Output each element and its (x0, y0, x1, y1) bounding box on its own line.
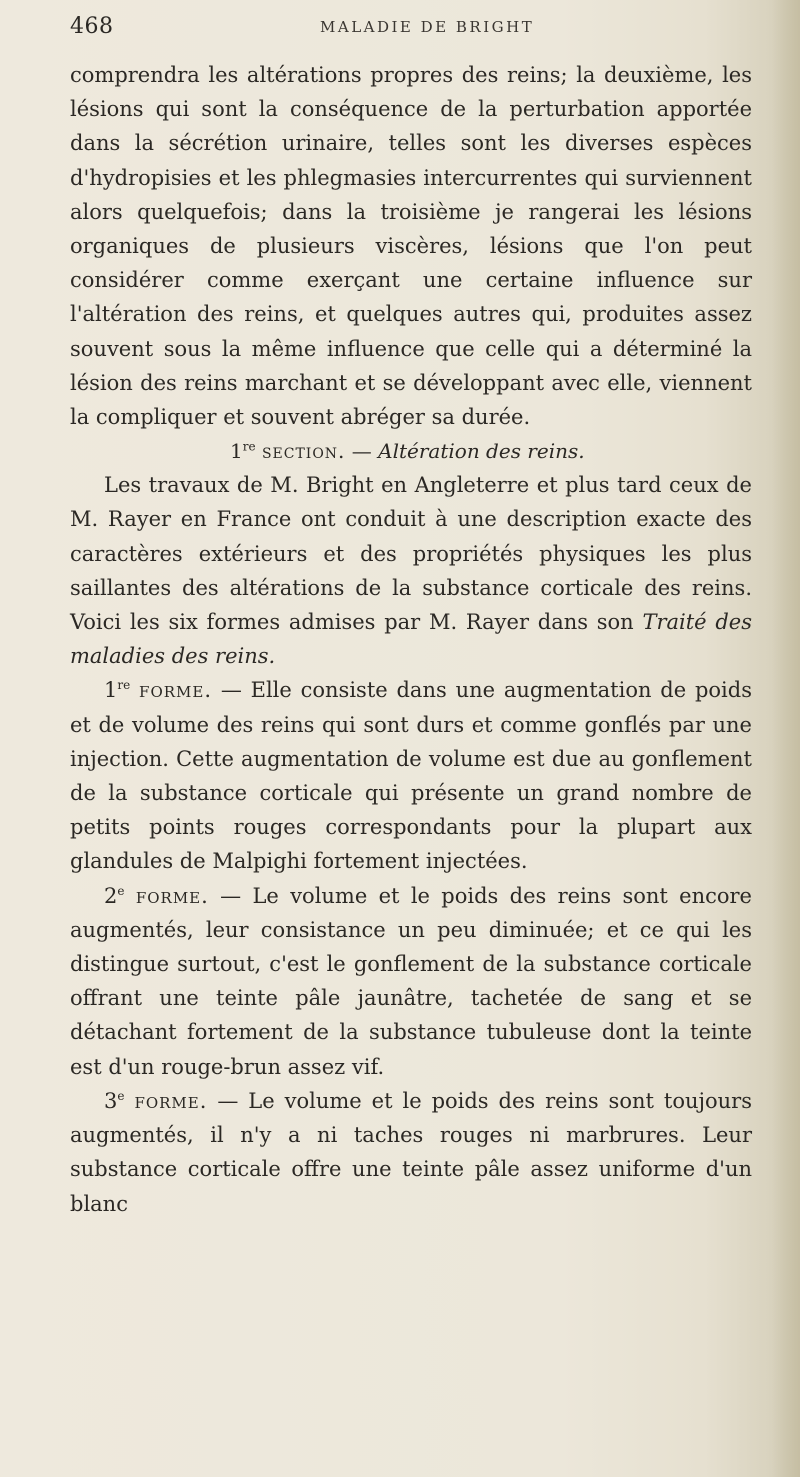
form-paragraph-3 (70, 1084, 752, 1221)
form-number-suffix: re (117, 678, 131, 693)
page-edge-shadow (772, 0, 800, 1477)
intro-paragraph: comprendra les altérations propres des reins; la deuxième, les lésions qui sont la conséquence de la perturbation apportée dans la sécrétion urinaire, telles sont les diverses espèces d'hydropisies et les phlegmasies intercurrentes qui surviennent alors quelquefois; dans la troisième je rangerai les lésions organiques de plusieurs viscères, lésions que l'on peut considérer comme exerçant une certaine influence sur l'altération des reins, et quelques autres qui, produites assez souvent sous la même influence que celle qui a déterminé la lésion des reins marchant et se développant avec elle, viennent la compliquer et souvent abréger sa durée. (70, 63, 752, 430)
paragraph-2-text: Les travaux de M. Bright en Angleterre et plus tard ceux de M. Rayer en France ont conduit à une description exacte des caractères extérieurs et des propriétés physiques les plus saillantes des altérations de la substance corticale des reins. Voici les six formes admises par M. Rayer dans son (70, 473, 752, 635)
running-head: MALADIE DE BRIGHT (320, 18, 535, 36)
form-label: forme. (134, 1088, 208, 1113)
page-number: 468 (70, 14, 114, 39)
section-label: section. (261, 439, 346, 464)
form-number-suffix: e (117, 883, 125, 898)
section-number-suffix: re (242, 439, 256, 454)
form-label: forme. (139, 678, 213, 703)
form-number: 3 (104, 1088, 118, 1113)
paragraph-bright-rayer (70, 468, 752, 673)
book-title: Traité des maladies des reins. (70, 610, 752, 669)
form-paragraph-2 (70, 879, 752, 1084)
section-number: 1 (230, 439, 243, 464)
form-paragraph-1 (70, 673, 752, 878)
form-text: — Le volume et le poids des reins sont encore augmentés, leur consistance un peu diminuée; et ce qui les distingue surtout, c'est le gonflement de la substance corticale offrant une teinte pâle jaunâtre, tachetée de sang et se détachant fortement de la substance tubuleuse dont la teinte est d'un rouge-brun assez vif. (70, 883, 752, 1079)
body-text (70, 58, 752, 1221)
form-number: 2 (104, 883, 118, 908)
form-number-suffix: e (117, 1088, 125, 1103)
page-header (70, 14, 750, 44)
form-text: — Le volume et le poids des reins sont toujours augmentés, il n'y a ni taches rouges ni marbrures. Leur substance corticale offre une teinte pâle assez uniforme d'un blanc (70, 1088, 752, 1216)
section-title: Altération des reins. (378, 439, 585, 464)
form-text: — Elle consiste dans une augmentation de poids et de volume des reins qui sont durs et comme gonflés par une injection. Cette augmentation de volume est due au gonflement de la substance corticale qui présente un grand nombre de petits points rouges correspondants pour la plupart aux glandules de Malpighi fortement injectées. (70, 678, 752, 874)
section-dash: — (345, 439, 379, 464)
form-label: forme. (135, 883, 209, 908)
section-heading (70, 434, 752, 468)
form-number: 1 (104, 678, 118, 703)
